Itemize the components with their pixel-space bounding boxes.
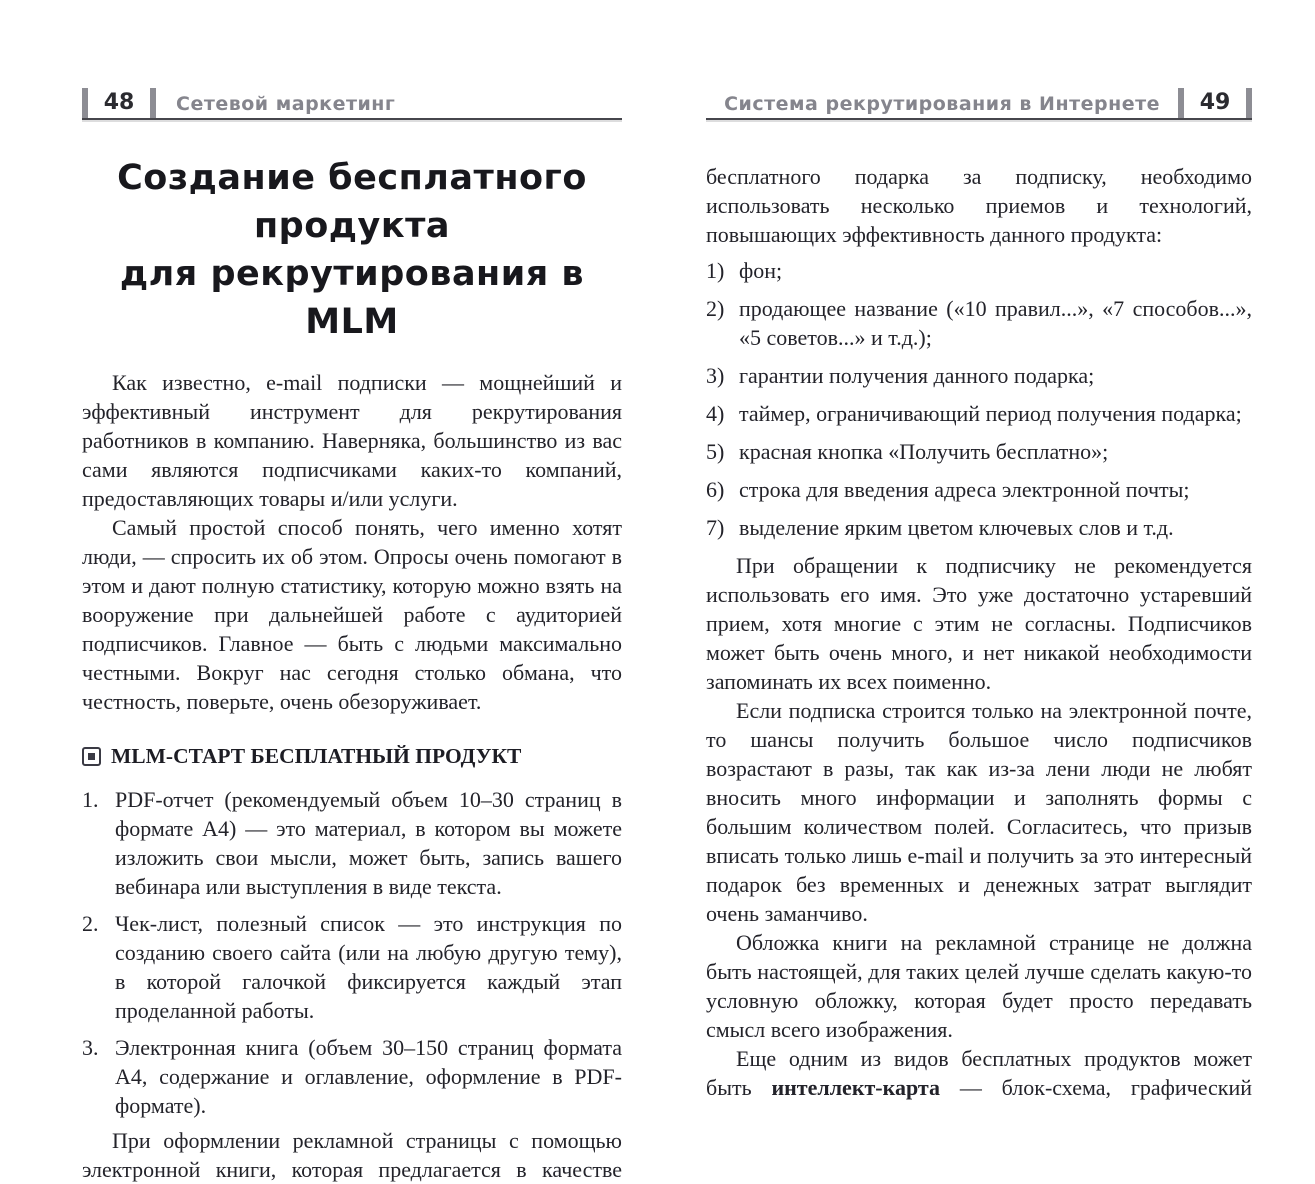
list-item <box>706 475 1252 504</box>
continued-paragraph <box>706 1044 1252 1102</box>
left-header-title: Сетевой маркетинг <box>176 93 396 115</box>
list-item-number: 1. <box>82 787 99 812</box>
paragraph: Самый простой способ понять, чего именно хотят люди, — спросить их об этом. Опросы очень помогают в этом и дают полную статистику, которую можно взять на вооружение при дальнейшей работе с аудиторией подписчиков. Главное — быть с людьми максимально честными. Вокруг нас сегодня столько обмана, что честность, поверьте, очень обезоруживает. <box>82 515 622 714</box>
right-page <box>706 85 1252 1102</box>
continued-paragraph: бесплатного подарка за подписку, необходимо использовать несколько приемов и технологий, повышающих эффективность данного продукта: <box>706 164 1252 247</box>
list-item-number: 6) <box>706 477 725 502</box>
square-in-square-icon <box>82 747 101 766</box>
list-item <box>82 785 622 901</box>
left-running-head <box>82 85 622 120</box>
list-item-number: 2. <box>82 911 99 936</box>
list-item-number: 3. <box>82 1035 99 1060</box>
list-item <box>706 513 1252 542</box>
list-item-text: красная кнопка «Получить бесплатно»; <box>739 439 1109 464</box>
list-item <box>706 361 1252 390</box>
list-item <box>706 256 1252 285</box>
numbered-list <box>706 256 1252 542</box>
list-item <box>706 399 1252 428</box>
header-tick-bar <box>150 88 156 118</box>
list-item <box>82 1033 622 1120</box>
list-item-text: PDF-отчет (рекомендуемый объем 10–30 страниц в формате А4) — это материал, в котором вы можете изложить свои мысли, может быть, запись вашего вебинара или выступления в виде текста. <box>115 787 622 899</box>
list-item <box>706 437 1252 466</box>
list-item-text: таймер, ограничивающий период получения подарка; <box>739 401 1242 426</box>
chapter-title-line: продукта <box>253 206 451 246</box>
chapter-title-line: Создание бесплатного <box>117 158 587 198</box>
list-item-text: строка для введения адреса электронной почты; <box>739 477 1190 502</box>
paragraph: Обложка книги на рекламной странице не должна быть настоящей, для таких целей лучше сделать какую-то условную обложку, которая будет просто передавать смысл всего изображения. <box>706 930 1252 1042</box>
list-item-text: продающее название («10 правил...», «7 способов...», «5 советов...» и т.д.); <box>739 296 1252 350</box>
numbered-list <box>82 785 622 1120</box>
right-page-number: 49 <box>1199 90 1231 115</box>
list-item-number: 7) <box>706 515 725 540</box>
list-item-number: 4) <box>706 401 725 426</box>
list-item-text: Электронная книга (объем 30–150 страниц формата А4, содержание и оглавление, оформление в PDF-формате). <box>115 1035 622 1118</box>
paragraph-text: — блок-схема, графический <box>940 1075 1253 1100</box>
paragraph: Если подписка строится только на электронной почте, то шансы получить большое число подписчиков возрастают в разы, так как из-за лени люди не любят вносить много информации и заполнять формы с большим количеством полей. Согласитесь, что призыв вписать только лишь e-mail и получить за это интересный подарок без временных и денежных затрат выглядит очень заманчиво. <box>706 698 1252 926</box>
list-item-number: 1) <box>706 258 725 283</box>
list-item-number: 3) <box>706 363 725 388</box>
list-item-number: 5) <box>706 439 725 464</box>
continued-paragraph: При оформлении рекламной страницы с помощью электронной книги, которая предлагается в качестве <box>82 1128 622 1182</box>
bold-term: интеллект-карта <box>771 1075 940 1100</box>
list-item-text: фон; <box>739 258 783 283</box>
right-running-head <box>706 85 1252 120</box>
right-header-title: Система рекрутирования в Интернете <box>724 93 1160 115</box>
list-item-text: выделение ярким цветом ключевых слов и т.д. <box>739 515 1174 540</box>
section-heading-row <box>82 742 622 771</box>
left-page-number: 48 <box>103 90 135 115</box>
chapter-title-line: для рекрутирования в MLM <box>119 254 585 342</box>
paragraph-text: Еще одним из видов бесплатных продуктов может быть <box>706 1046 1252 1100</box>
right-body-text <box>706 162 1252 1102</box>
section-heading: MLM-СТАРТ БЕСПЛАТНЫЙ ПРОДУКТ <box>111 744 522 768</box>
chapter-title <box>82 154 622 346</box>
paragraph: При обращении к подписчику не рекомендуется использовать его имя. Это уже достаточно устаревший прием, хотя многие с этим не согласны. Подписчиков может быть очень много, и нет никакой необходимости запоминать их всех поименно. <box>706 553 1252 694</box>
list-item <box>706 294 1252 352</box>
left-body-text <box>82 368 622 1184</box>
list-item-text: гарантии получения данного подарка; <box>739 363 1095 388</box>
list-item-text: Чек-лист, полезный список — это инструкция по созданию своего сайта (или на любую другую тему), в которой галочкой фиксируется каждый этап проделанной работы. <box>115 911 622 1023</box>
left-page <box>82 85 622 1184</box>
list-item <box>82 909 622 1025</box>
paragraph: Как известно, e-mail подписки — мощнейший и эффективный инструмент для рекрутирования работников в компанию. Наверняка, большинство из вас сами являются подписчиками каких-то компаний, предоставляющих товары и/или услуги. <box>82 370 622 511</box>
list-item-number: 2) <box>706 296 725 321</box>
header-tick-bar <box>1246 88 1252 118</box>
